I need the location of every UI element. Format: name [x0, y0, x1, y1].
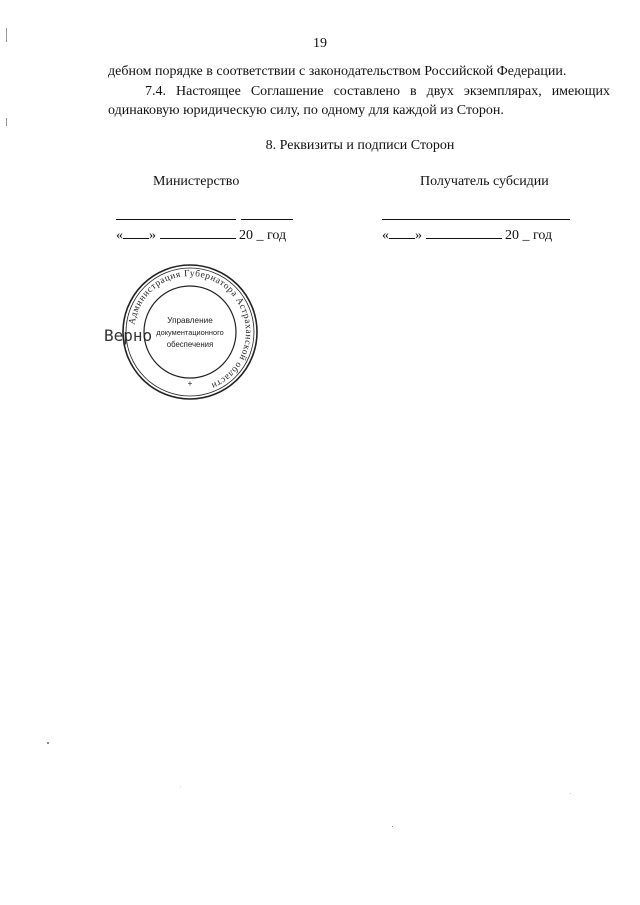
seal-inner-line-1: Управление — [167, 316, 213, 325]
scan-speck — [180, 786, 181, 787]
page-number: 19 — [313, 36, 327, 51]
verno-certification: Верно — [104, 326, 153, 345]
year-suffix: _ год — [522, 228, 553, 243]
scan-speck — [47, 742, 49, 744]
year-prefix: 20 — [239, 228, 253, 243]
close-quote: » — [149, 228, 156, 243]
paragraph-continuation: дебном порядке в соответствии с законодательством Российской Федерации. — [108, 64, 567, 79]
seal-outer-text: Администрация Губернатора Астраханской области — [127, 268, 254, 391]
close-quote: » — [415, 228, 422, 243]
year-prefix: 20 — [505, 228, 519, 243]
scan-edge-mark — [6, 118, 7, 126]
open-quote: « — [382, 228, 389, 243]
recipient-signature-line — [382, 219, 570, 220]
year-suffix: _ год — [256, 228, 287, 243]
official-seal-stamp — [120, 262, 260, 402]
recipient-date-line — [382, 226, 552, 244]
seal-inner-line-3: обеспечения — [166, 340, 214, 349]
seal-star-mark: + — [187, 379, 193, 388]
ministry-signature-line — [116, 219, 236, 220]
open-quote: « — [116, 228, 123, 243]
day-blank — [389, 226, 415, 239]
clause-7-4-line-1: 7.4. Настоящее Соглашение составлено в двух экземплярах, имеющих — [145, 84, 610, 99]
scan-speck — [570, 793, 571, 794]
subsidy-recipient-label: Получатель субсидии — [420, 174, 549, 189]
seal-inner-line-2: документационного — [156, 328, 224, 337]
ministry-date-line — [116, 226, 286, 244]
month-blank — [160, 226, 236, 239]
ministry-name-line — [241, 219, 293, 220]
clause-7-4-line-2: одинаковую юридическую силу, по одному для каждой из Сторон. — [108, 103, 504, 118]
scan-edge-mark — [6, 28, 7, 42]
section-8-title: 8. Реквизиты и подписи Сторон — [265, 138, 455, 153]
scan-speck — [392, 826, 393, 827]
month-blank — [426, 226, 502, 239]
ministry-label: Министерство — [153, 174, 240, 189]
day-blank — [123, 226, 149, 239]
